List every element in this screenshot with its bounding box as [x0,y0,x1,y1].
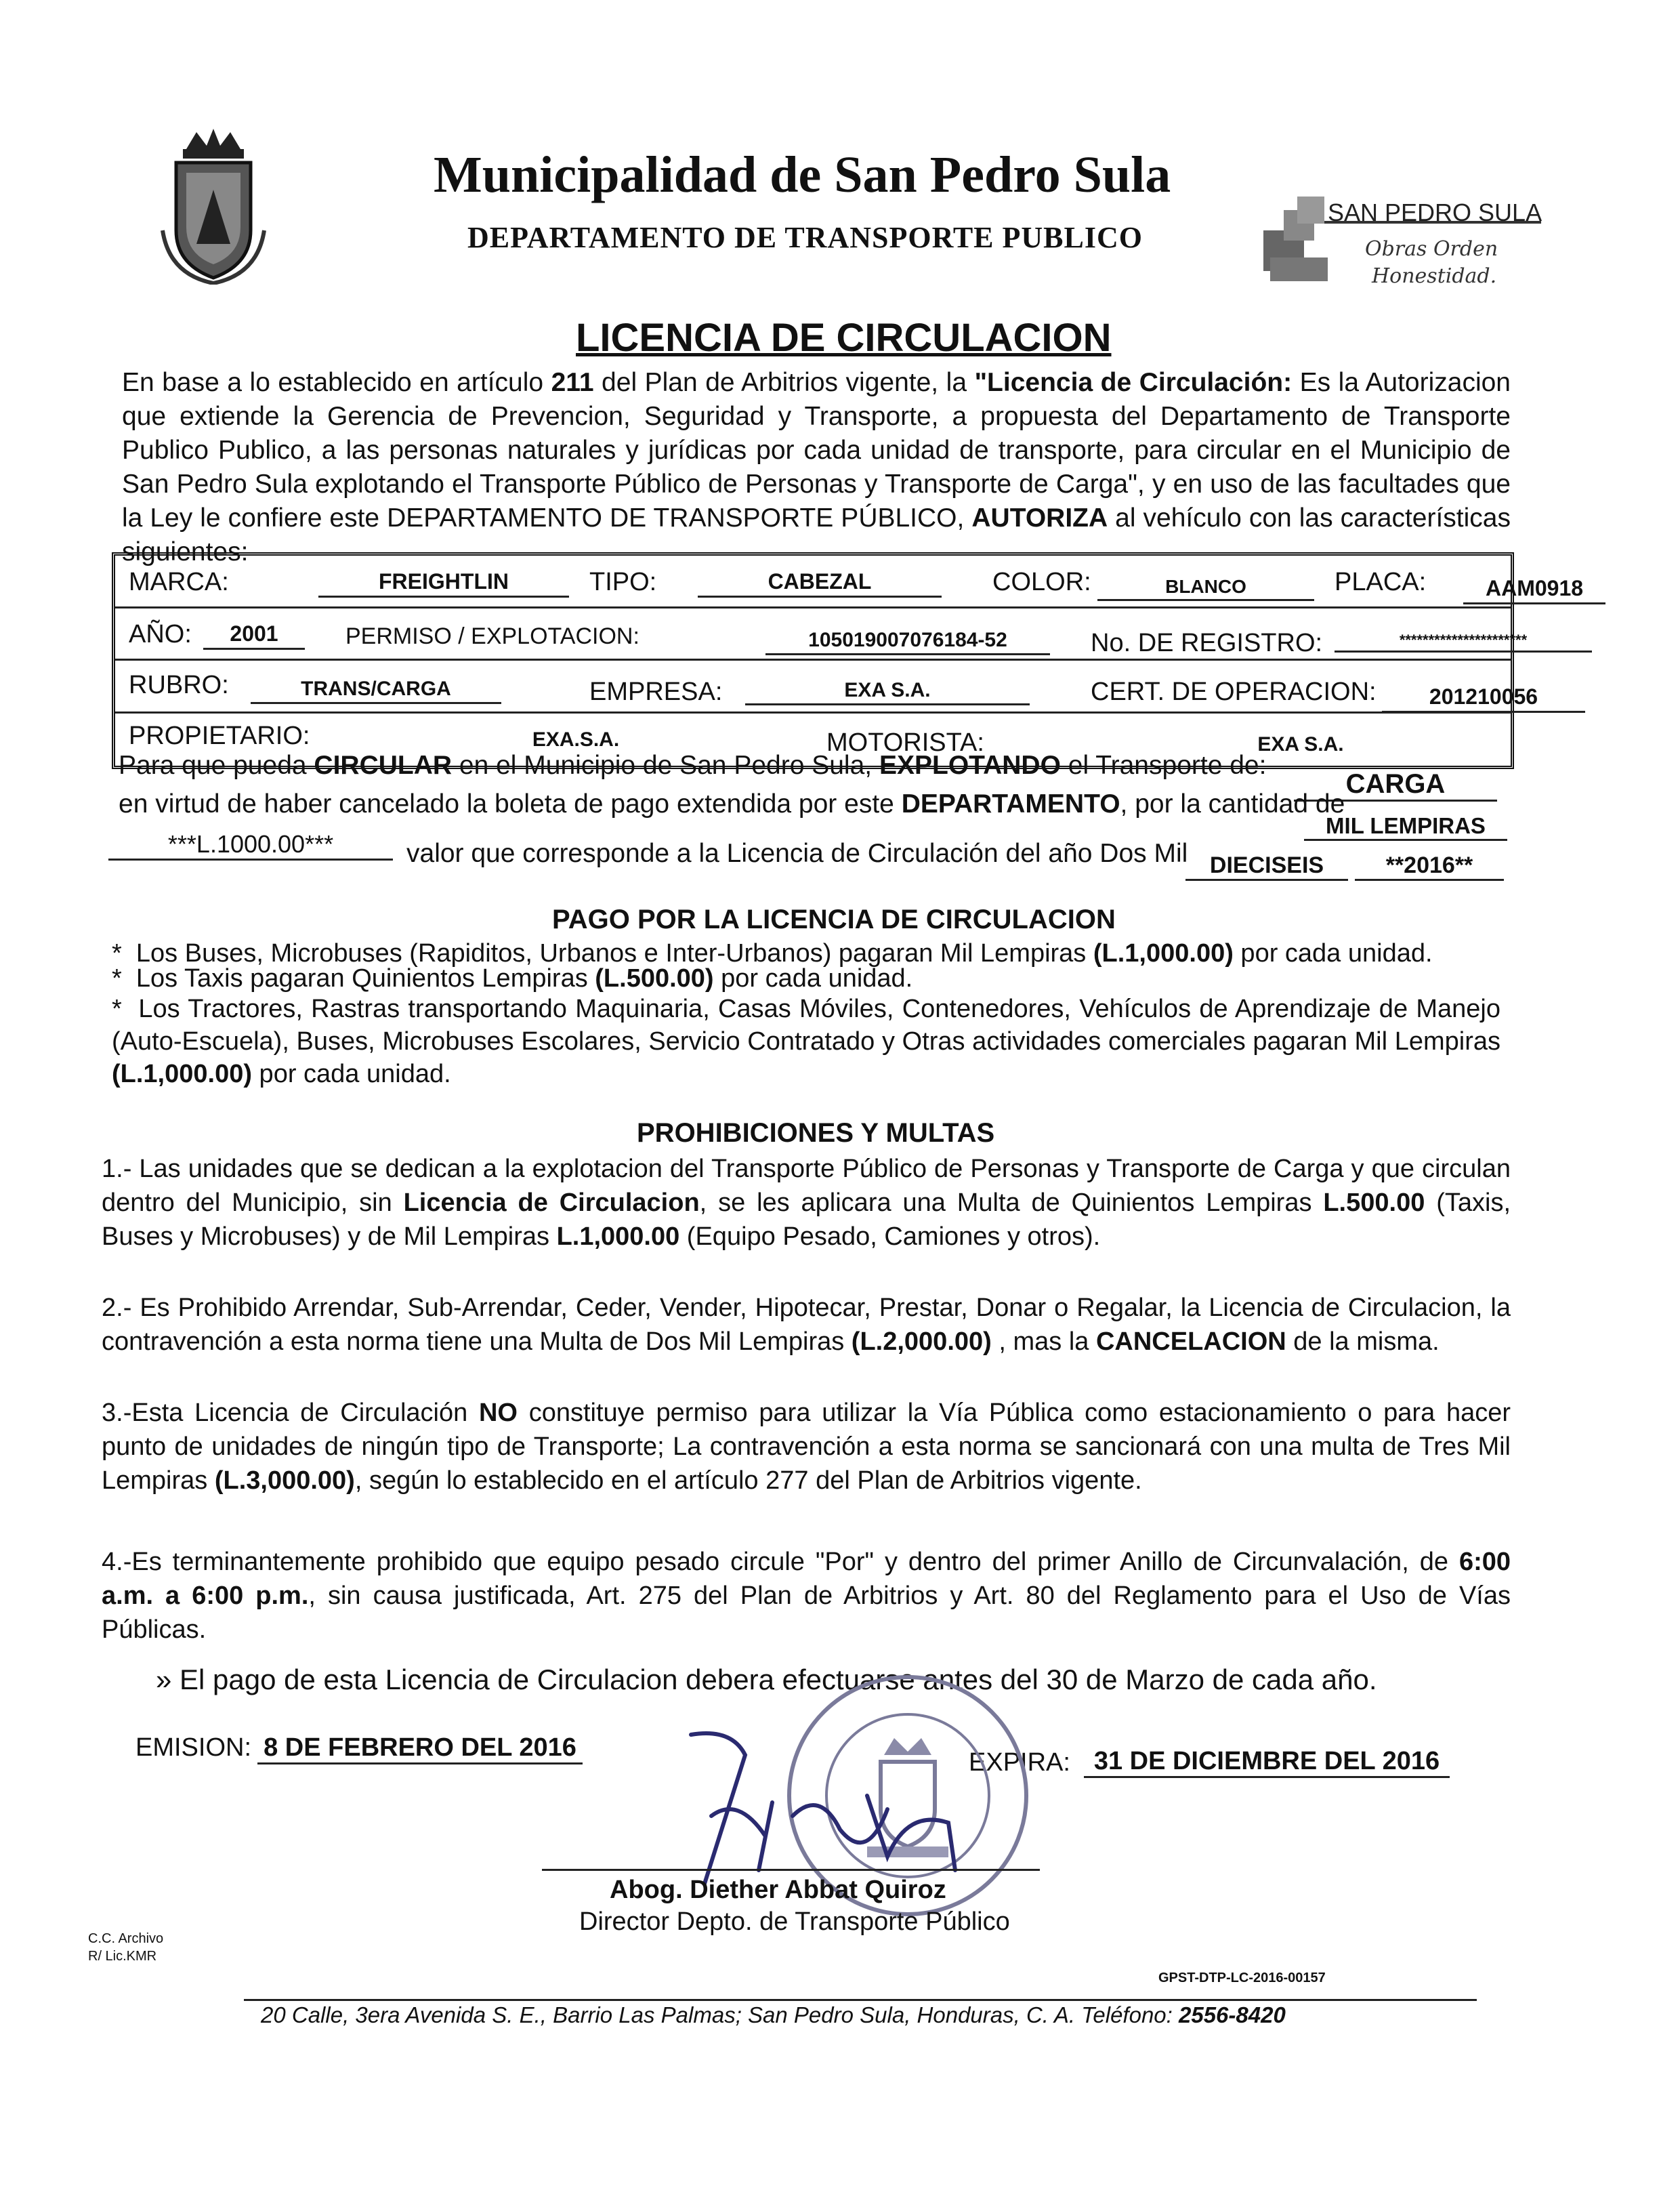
definition-title: "Licencia de Circulación: [974,368,1293,397]
year-value: **2016** [1355,852,1504,881]
marca-label: MARCA: [129,568,229,596]
transport-type-value: CARGA [1294,769,1497,802]
intro-text: En base a lo establecido en artículo [122,368,551,397]
motorista-label: MOTORISTA: [826,728,984,757]
rubro-label: RUBRO: [129,671,229,699]
prohibitions-title: PROHIBICIONES Y MULTAS [637,1118,995,1148]
document-number: GPST-DTP-LC-2016-00157 [1158,1970,1326,1985]
cc-initials: R/ Lic.KMR [88,1949,157,1964]
intro-text: al vehículo con las características siguientes: [122,503,1511,566]
page-title: Municipalidad de San Pedro Sula [434,146,1171,203]
circulation-line-2 [119,789,1345,819]
autoriza-text: AUTORIZA [971,503,1108,533]
prohibition-item-1 [102,1152,1511,1254]
prohibition-text: constituye permiso para utilizar la Vía Pública como estacionamiento o para hacer punto de unidades de ningún tipo de Transporte; La contravención a esta norma se sancionará con una multa de Tres Mil Lempiras [102,1399,1511,1495]
permiso-value: 105019007076184-52 [765,629,1050,655]
prohibition-text: (Taxis, Buses y Microbuses) y de Mil Lempiras [102,1189,1511,1251]
intro-text: , a las personas naturales y jurídicas por cada unidad de transporte, para circular en el Municipio de San Pedro Sula explotando el Transporte Público de Personas y Transporte de Carga", y en uso de las facultades que la Ley le confiere este DEPARTAMENTO DE TRANSPORTE PÚBLICO, [122,436,1511,533]
permiso-label: PERMISO / EXPLOTACION: [345,623,639,649]
signature-line [542,1869,1040,1871]
registro-value: ********************** [1335,632,1592,653]
intro-text: Es la Autorizacion que extiende la Gerencia de Prevencion, Seguridad y Transporte, a propuesta del Departamento de Transporte Publico Publico [122,368,1511,465]
signer-name: Abog. Diether Abbat Quiroz [610,1876,946,1904]
logo-slogan: Honestidad. [1372,264,1497,288]
anio-label: AÑO: [129,620,192,648]
signer-role: Director Depto. de Transporte Público [579,1907,1010,1936]
prohibition-text: (Equipo Pesado, Camiones y otros). [679,1222,1101,1251]
prohibition-item-4 [102,1545,1511,1647]
payment-bullet: * Los Buses, Microbuses (Rapiditos, Urbanos e Inter-Urbanos) pagaran Mil Lempiras (L.1,000.00) por cada unidad. [112,939,1433,968]
rubro-value: TRANS/CARGA [251,678,501,704]
prohibition-text: 3.-Esta Licencia de Circulación [102,1399,479,1427]
page-subtitle: DEPARTAMENTO DE TRANSPORTE PUBLICO [467,221,1143,254]
empresa-value: EXA S.A. [745,679,1030,705]
document-title: LICENCIA DE CIRCULACION [576,316,1112,360]
emision-label: EMISION: [135,1733,252,1762]
logo-name: SAN PEDRO SULA [1328,199,1542,226]
prohibition-text: , según lo establecido en el artículo 277 del Plan de Arbitrios vigente. [354,1466,1142,1495]
tipo-label: TIPO: [589,568,657,596]
circular-text: CIRCULAR [314,751,453,780]
payment-text: Los Buses, Microbuses (Rapiditos, Urbanos e Inter-Urbanos) pagaran Mil Lempiras [135,939,1093,968]
circulation-text: en el Municipio de San Pedro Sula, [452,751,879,780]
payment-bullet: * Los Taxis pagaran Quinientos Lempiras (L.500.00) por cada unidad. [112,964,913,993]
circulation-text: el Transporte de: [1060,751,1267,780]
propietario-value: EXA.S.A. [532,728,620,751]
intro-text: del Plan de Arbitrios vigente, la [593,368,975,397]
prohibition-bold: 6:00 a.m. a 6:00 p.m. [102,1548,1511,1610]
municipal-crest-logo [156,129,271,285]
prohibition-bold: Licencia de Circulacion [403,1189,700,1217]
prohibition-text: 1.- Las unidades que se dedican a la explotacion del Transporte Público de Personas y Transporte de Carga y que circulan dentro del Municipio, sin [102,1155,1511,1217]
payment-text: por cada unidad. [713,964,913,993]
phone-number: 2556-8420 [1178,2002,1286,2027]
prohibition-text: , mas la [991,1327,1096,1356]
payment-bullet: * Los Tractores, Rastras transportando Maquinaria, Casas Móviles, Contenedores, Vehículos de Aprendizaje de Manejo (Auto-Escuela), Buses, Microbuses Escolares, Servicio Contratado y Otras actividades comerciales pagaran Mil Lempiras (L.1,000.00) por cada unidad. [112,995,1500,1088]
circulation-line-3: valor que corresponde a la Licencia de Circulación del año Dos Mil [406,839,1188,868]
explotando-text: EXPLOTANDO [879,751,1061,780]
prohibition-text: de la misma. [1286,1327,1440,1356]
departamento-text: DEPARTAMENTO [901,789,1120,819]
payment-amount: (L.1,000.00) [112,1060,252,1088]
prohibition-bold: (L.2,000.00) [851,1327,992,1356]
placa-value: AAM0918 [1463,576,1605,604]
logo-slogan: Obras Orden [1365,237,1498,261]
cert-label: CERT. DE OPERACION: [1091,678,1377,706]
placa-label: PLACA: [1335,568,1427,596]
expira-label: EXPIRA: [969,1748,1070,1777]
payment-text: por cada unidad. [252,1060,451,1088]
emision-value: 8 DE FEBRERO DEL 2016 [257,1733,583,1764]
payment-text: Los Tractores, Rastras transportando Maquinaria, Casas Móviles, Contenedores, Vehículos de Aprendizaje de Manejo (Auto-Escuela), Buses, Microbuses Escolares, Servicio Contratado y Otras actividades comerciales pagaran Mil Lempiras [112,995,1500,1056]
footer-divider [244,1999,1477,2001]
propietario-label: PROPIETARIO: [129,722,310,750]
circulation-text: en virtud de haber cancelado la boleta de pago extendida por este [119,789,902,819]
expira-value: 31 DE DICIEMBRE DEL 2016 [1084,1747,1450,1778]
registro-label: No. DE REGISTRO: [1091,629,1323,657]
cc-archive: C.C. Archivo [88,1931,164,1946]
tipo-value: CABEZAL [698,569,942,598]
marca-value: FREIGHTLIN [318,569,569,598]
empresa-label: EMPRESA: [589,678,723,706]
circulation-text: Para que pueda [119,751,314,780]
color-value: BLANCO [1097,576,1314,601]
footer-address [261,2002,1286,2028]
prohibition-item-2 [102,1291,1511,1359]
payment-title: PAGO POR LA LICENCIA DE CIRCULACION [552,905,1116,934]
prohibition-bold: NO [478,1399,518,1427]
amount-words-value: MIL LEMPIRAS [1304,813,1507,841]
payment-deadline-note: » El pago de esta Licencia de Circulacion debera efectuarse antes del 30 de Marzo de cada año. [156,1664,1377,1695]
prohibition-text: , sin causa justificada, Art. 275 del Plan de Arbitrios y Art. 80 del Reglamento para el Uso de Vías Públicas. [102,1582,1511,1644]
vehicle-info-box [112,552,1584,769]
payment-amount: (L.500.00) [595,964,714,993]
payment-amount: (L.1,000.00) [1093,939,1234,968]
color-label: COLOR: [992,568,1091,596]
prohibition-text: 4.-Es terminantemente prohibido que equipo pesado circule "Por" y dentro del primer Anillo de Circunvalación, de [102,1548,1459,1576]
prohibition-text: , se les aplicara una Multa de Quinientos Lempiras [699,1189,1324,1217]
prohibition-item-3 [102,1396,1511,1498]
prohibition-text: 2.- Es Prohibido Arrendar, Sub-Arrendar, Ceder, Vender, Hipotecar, Prestar, Donar o Regalar, la Licencia de Circulacion, la contravención a esta norma tiene una Multa de Dos Mil Lempiras [102,1294,1511,1356]
circulation-text: , por la cantidad de [1120,789,1345,819]
payment-text: por cada unidad. [1233,939,1433,968]
article-number: 211 [551,368,594,397]
circulation-line-1 [119,751,1266,781]
amount-value: ***L.1000.00*** [108,830,393,861]
prohibition-bold: (L.3,000.00) [214,1466,355,1495]
anio-value: 2001 [203,621,305,650]
address-text: 20 Calle, 3era Avenida S. E., Barrio Las Palmas; San Pedro Sula, Honduras, C. A. Teléfono: [261,2002,1179,2027]
prohibition-bold: L.500.00 [1323,1189,1425,1217]
year-words-value: DIECISEIS [1185,852,1348,881]
cert-value: 201210056 [1382,684,1585,713]
payment-text: Los Taxis pagaran Quinientos Lempiras [135,964,595,993]
intro-paragraph [122,366,1511,569]
motorista-value: EXA S.A. [1257,733,1344,756]
prohibition-bold: L.1,000.00 [556,1222,680,1251]
prohibition-bold: CANCELACION [1095,1327,1286,1356]
